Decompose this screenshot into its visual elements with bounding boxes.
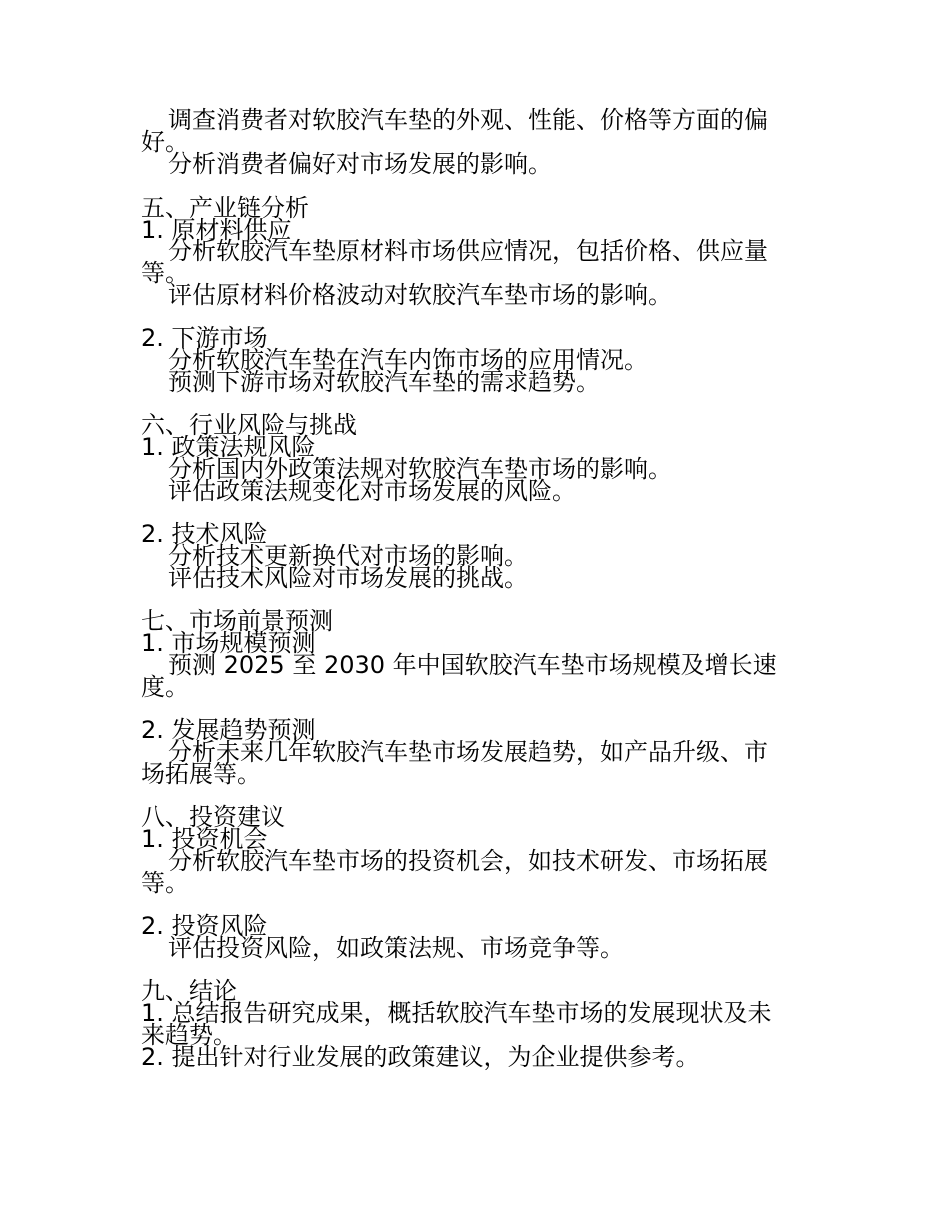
subsection-heading: 2. 发展趋势预测 [141, 716, 316, 744]
body-text: 分析软胶汽车垫原材料市场供应情况，包括价格、供应量 [168, 237, 768, 265]
body-text: 分析软胶汽车垫市场的投资机会，如技术研发、市场拓展 [168, 847, 768, 875]
subsection-heading: 1. 投资机会 [141, 825, 268, 853]
body-text: 分析国内外政策法规对软胶汽车垫市场的影响。 [168, 455, 672, 483]
body-text: 等。 [141, 869, 189, 897]
body-text: 调查消费者对软胶汽车垫的外观、性能、价格等方面的偏 [168, 106, 768, 134]
section-heading: 九、结论 [141, 977, 237, 1005]
list-item: 2. 提出针对行业发展的政策建议，为企业提供参考。 [141, 1043, 700, 1071]
section-heading: 八、投资建议 [141, 803, 285, 831]
body-text: 场拓展等。 [141, 760, 261, 788]
body-text: 分析消费者偏好对市场发展的影响。 [168, 150, 552, 178]
list-item: 来趋势。 [141, 1021, 237, 1049]
section-heading: 六、行业风险与挑战 [141, 411, 357, 439]
body-text: 评估技术风险对市场发展的挑战。 [168, 564, 528, 592]
section-heading: 七、市场前景预测 [141, 607, 333, 635]
body-text: 评估原材料价格波动对软胶汽车垫市场的影响。 [168, 281, 672, 309]
body-text: 预测 2025 至 2030 年中国软胶汽车垫市场规模及增长速 [168, 651, 777, 679]
body-text: 预测下游市场对软胶汽车垫的需求趋势。 [168, 368, 600, 396]
body-text: 评估投资风险，如政策法规、市场竞争等。 [168, 934, 624, 962]
body-text: 好。 [141, 128, 189, 156]
subsection-heading: 2. 下游市场 [141, 324, 268, 352]
subsection-heading: 1. 原材料供应 [141, 216, 292, 244]
subsection-heading: 2. 技术风险 [141, 520, 268, 548]
body-text: 分析技术更新换代对市场的影响。 [168, 542, 528, 570]
body-text: 等。 [141, 259, 189, 287]
subsection-heading: 1. 政策法规风险 [141, 433, 316, 461]
list-item: 1. 总结报告研究成果，概括软胶汽车垫市场的发展现状及未 [141, 999, 772, 1027]
body-text: 分析软胶汽车垫在汽车内饰市场的应用情况。 [168, 346, 648, 374]
subsection-heading: 2. 投资风险 [141, 912, 268, 940]
body-text: 度。 [141, 673, 189, 701]
body-text: 分析未来几年软胶汽车垫市场发展趋势，如产品升级、市 [168, 738, 768, 766]
body-text: 评估政策法规变化对市场发展的风险。 [168, 477, 576, 505]
subsection-heading: 1. 市场规模预测 [141, 629, 316, 657]
section-heading: 五、产业链分析 [141, 194, 309, 222]
